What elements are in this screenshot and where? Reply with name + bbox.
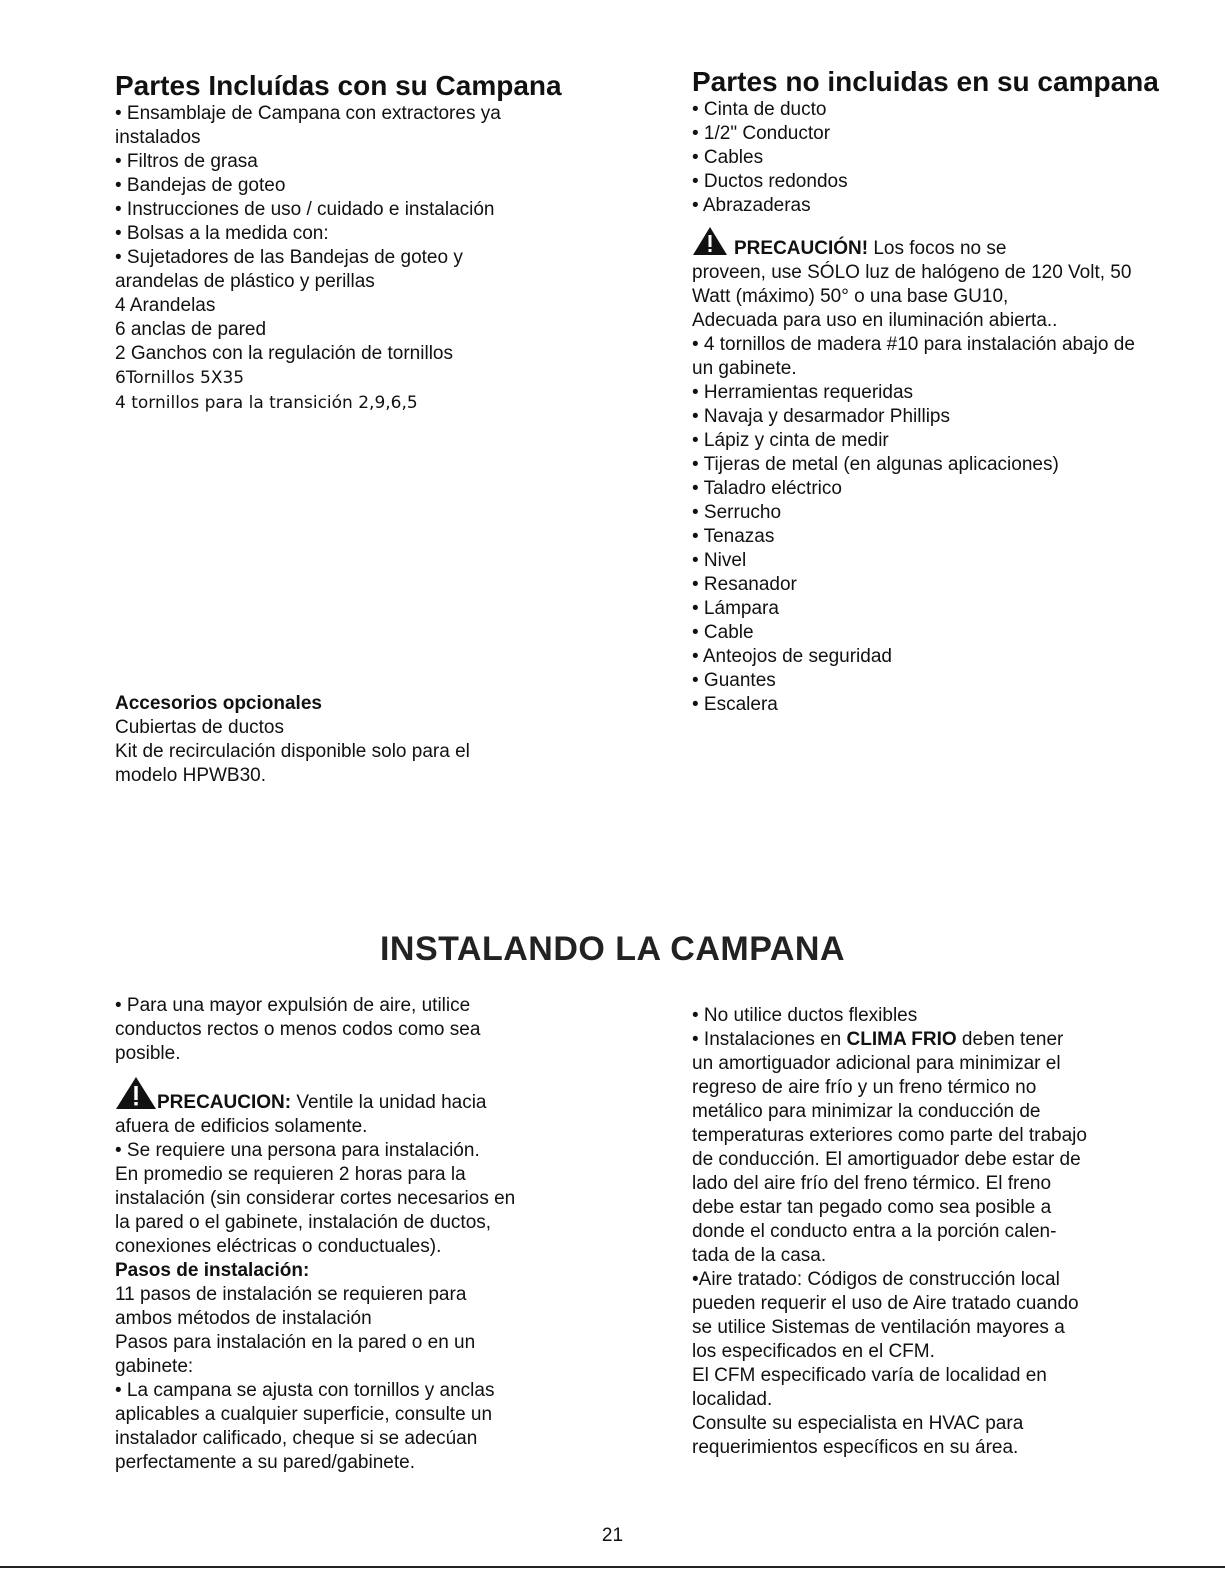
installation-left-column (115, 994, 635, 1475)
optional-accessories-section (115, 692, 635, 788)
list-item: • Serrucho (692, 502, 782, 523)
warning-first-line: Los focos no se (868, 238, 1007, 259)
list-item: • Escalera (692, 694, 778, 715)
included-parts-title: Partes Incluídas con su Campana (115, 70, 562, 101)
list-item: 4 Arandelas (115, 295, 216, 316)
cold-climate-prefix: • Instalaciones en (692, 1029, 847, 1050)
list-item: • Tenazas (692, 526, 775, 547)
list-item: aplicables a cualquier superficie, consulte un (115, 1404, 493, 1425)
list-item: metálico para minimizar la conducción de (692, 1101, 1041, 1122)
list-item: • Instrucciones de uso / cuidado e instalación (115, 199, 495, 220)
not-included-section (692, 66, 1192, 717)
warning-line (692, 226, 1192, 261)
optional-accessories-heading: Accesorios opcionales (115, 693, 322, 714)
warning-icon (115, 1076, 157, 1115)
list-item: • Tijeras de metal (en algunas aplicaciones) (692, 454, 1059, 475)
list-item: • Lámpara (692, 598, 779, 619)
list-item: debe estar tan pegado como sea posible a (692, 1197, 1052, 1218)
list-item: • Lápiz y cinta de medir (692, 430, 889, 451)
included-parts-list (115, 102, 635, 416)
list-item: proveen, use SÓLO luz de halógeno de 120 Volt, 50 (692, 262, 1132, 283)
list-item: Watt (máximo) 50° o una base GU10, (692, 286, 1009, 307)
list-item: afuera de edificios solamente. (115, 1116, 368, 1137)
list-item: • Sujetadores de las Bandejas de goteo y (115, 247, 463, 268)
cold-climate-line (692, 1028, 1192, 1052)
list-item: • Ductos redondos (692, 171, 848, 192)
page-bottom-rule (0, 1566, 1225, 1568)
list-item: requerimientos específicos en su área. (692, 1437, 1019, 1458)
list-item: temperaturas exteriores como parte del trabajo (692, 1125, 1087, 1146)
list-item: • No utilice ductos flexibles (692, 1005, 918, 1026)
list-item: • Ensamblaje de Campana con extractores ya (115, 103, 501, 124)
list-item: • Cable (692, 622, 754, 643)
warning-icon (692, 226, 728, 261)
list-item: perfectamente a su pared/gabinete. (115, 1452, 415, 1473)
list-item: • 4 tornillos de madera #10 para instalación abajo de (692, 334, 1135, 355)
list-item: 6 anclas de pared (115, 319, 267, 340)
list-item: El CFM especificado varía de localidad en (692, 1365, 1047, 1386)
list-item: Pasos para instalación en la pared o en un (115, 1332, 476, 1353)
list-item: tada de la casa. (692, 1245, 827, 1266)
list-item: • Guantes (692, 670, 776, 691)
warning-label: PRECAUCION: (157, 1092, 292, 1113)
warning-first-line: Ventile la unidad hacia (291, 1092, 487, 1113)
steps-heading: Pasos de instalación: (115, 1260, 310, 1281)
list-item: • Anteojos de seguridad (692, 646, 892, 667)
list-item: • Resanador (692, 574, 797, 595)
list-item: se utilice Sistemas de ventilación mayores a (692, 1317, 1065, 1338)
list-item: Cubiertas de ductos (115, 717, 284, 738)
list-item: modelo HPWB30. (115, 765, 267, 786)
list-item: instalación (sin considerar cortes necesarios en (115, 1188, 516, 1209)
page-number: 21 (601, 1525, 624, 1546)
list-item: 6Tornillos 5X35 (115, 368, 245, 388)
warning-text (734, 237, 1006, 261)
installation-right-column (692, 1004, 1192, 1460)
list-item: En promedio se requieren 2 horas para la (115, 1164, 466, 1185)
list-item: 2 Ganchos con la regulación de tornillos (115, 343, 453, 364)
cold-climate-emphasis: CLIMA FRIO (846, 1029, 957, 1050)
list-item: • Abrazaderas (692, 195, 811, 216)
list-item: 4 tornillos para la transición 2,9,6,5 (115, 393, 418, 413)
list-item: los especificados en el CFM. (692, 1341, 935, 1362)
section-title: INSTALANDO LA CAMPANA (379, 930, 846, 968)
list-item: pueden requerir el uso de Aire tratado cuando (692, 1293, 1079, 1314)
list-item: regreso de aire frío y un freno térmico no (692, 1077, 1037, 1098)
list-item: • Bandejas de goteo (115, 175, 286, 196)
list-item: localidad. (692, 1389, 773, 1410)
list-item: gabinete: (115, 1356, 194, 1377)
list-item: • Herramientas requeridas (692, 382, 914, 403)
list-item: un gabinete. (692, 358, 797, 379)
not-included-title: Partes no incluidas en su campana (692, 66, 1159, 97)
list-item: • Taladro eléctrico (692, 478, 842, 499)
list-item: Adecuada para uso en iluminación abierta.. (692, 310, 1058, 331)
list-item: conductos rectos o menos codos como sea (115, 1019, 481, 1040)
list-item: de conducción. El amortiguador debe estar de (692, 1149, 1081, 1170)
list-item: lado del aire frío del freno térmico. El freno (692, 1173, 1052, 1194)
warning-label: PRECAUCIÓN! (734, 238, 869, 259)
list-item: •Aire tratado: Códigos de construcción local (692, 1269, 1060, 1290)
list-item: posible. (115, 1043, 181, 1064)
list-item: instalados (115, 127, 201, 148)
list-item: • Bolsas a la medida con: (115, 223, 329, 244)
list-item: • Se requiere una persona para instalación. (115, 1140, 480, 1161)
list-item: donde el conducto entra a la porción calen- (692, 1221, 1057, 1242)
list-item: instalador calificado, cheque si se adecúan (115, 1428, 478, 1449)
cold-climate-suffix: deben tener (956, 1029, 1064, 1050)
list-item: • Navaja y desarmador Phillips (692, 406, 950, 427)
list-item: Kit de recirculación disponible solo para el (115, 741, 470, 762)
warning-line (115, 1076, 635, 1115)
list-item: arandelas de plástico y perillas (115, 271, 375, 292)
list-item: conexiones eléctricas o conductuales). (115, 1236, 442, 1257)
list-item: • Cables (692, 147, 764, 168)
list-item: Consulte su especialista en HVAC para (692, 1413, 1024, 1434)
warning-text (157, 1091, 487, 1115)
list-item: 11 pasos de instalación se requieren para (115, 1284, 467, 1305)
list-item: ambos métodos de instalación (115, 1308, 372, 1329)
list-item: • Filtros de grasa (115, 151, 258, 172)
list-item: • Nivel (692, 550, 747, 571)
list-item: un amortiguador adicional para minimizar el (692, 1053, 1061, 1074)
list-item: • 1/2" Conductor (692, 123, 831, 144)
list-item: • Cinta de ducto (692, 99, 827, 120)
list-item: • La campana se ajusta con tornillos y anclas (115, 1380, 495, 1401)
list-item: • Para una mayor expulsión de aire, utilice (115, 995, 471, 1016)
list-item: la pared o el gabinete, instalación de ductos, (115, 1212, 492, 1233)
included-parts-section (115, 70, 635, 416)
